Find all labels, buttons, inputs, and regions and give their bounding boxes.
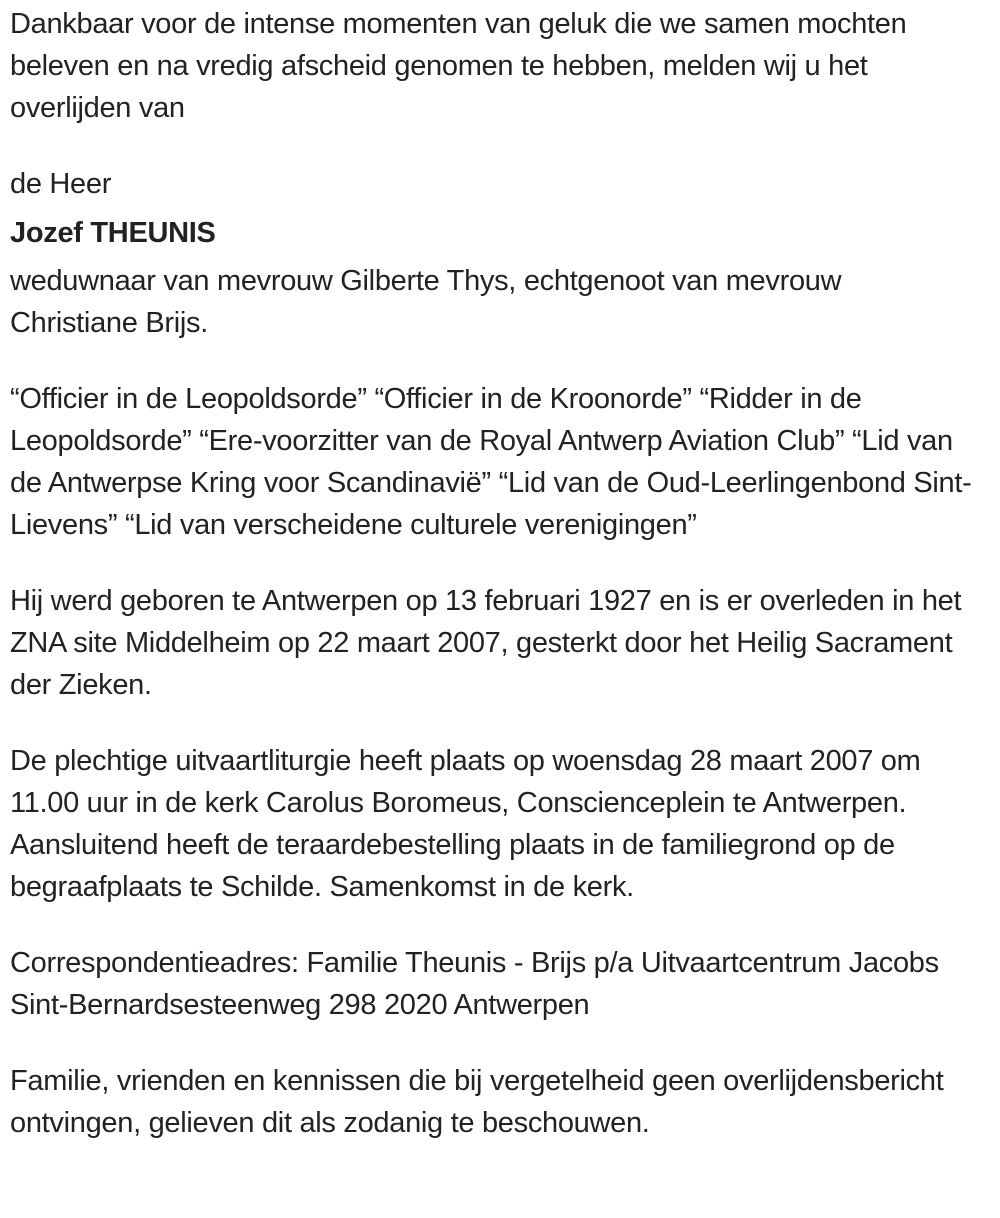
intro-paragraph: Dankbaar voor de intense momenten van geluk die we samen mochten beleven en na vredig afscheid genomen te hebben, melden wij u het overlijden van	[10, 8, 907, 124]
funeral-paragraph: De plechtige uitvaartliturgie heeft plaats op woensdag 28 maart 2007 om 11.00 uur in de kerk Carolus Boromeus, Conscienceplein te Antwerpen. Aansluitend heeft de teraardebestelling plaats in de familiegrond op de begraafplaats te Schilde. Samenkomst in de kerk.	[10, 745, 921, 903]
closing-paragraph: Familie, vrienden en kennissen die bij vergetelheid geen overlijdensbericht ontvingen, gelieven dit als zodanig te beschouwen.	[10, 1065, 944, 1139]
correspondence-paragraph: Correspondentieadres: Familie Theunis - Brijs p/a Uitvaartcentrum Jacobs Sint-Bernardsesteenweg 298 2020 Antwerpen	[10, 947, 939, 1021]
birth-death-paragraph: Hij werd geboren te Antwerpen op 13 februari 1927 en is er overleden in het ZNA site Middelheim op 22 maart 2007, gesterkt door het Heilig Sacrament der Zieken.	[10, 585, 962, 701]
honors-paragraph: “Officier in de Leopoldsorde” “Officier in de Kroonorde” “Ridder in de Leopoldsorde” “Ere-voorzitter van de Royal Antwerp Aviation Club” “Lid van de Antwerpse Kring voor Scandinavië” “Lid van de Oud-Leerlingenbond Sint-Lievens” “Lid van verscheidene culturele verenigingen”	[10, 383, 972, 541]
relations-paragraph: weduwnaar van mevrouw Gilberte Thys, echtgenoot van mevrouw Christiane Brijs.	[10, 265, 842, 339]
salutation-line: de Heer	[10, 168, 112, 200]
deceased-name: Jozef THEUNIS	[10, 217, 216, 249]
